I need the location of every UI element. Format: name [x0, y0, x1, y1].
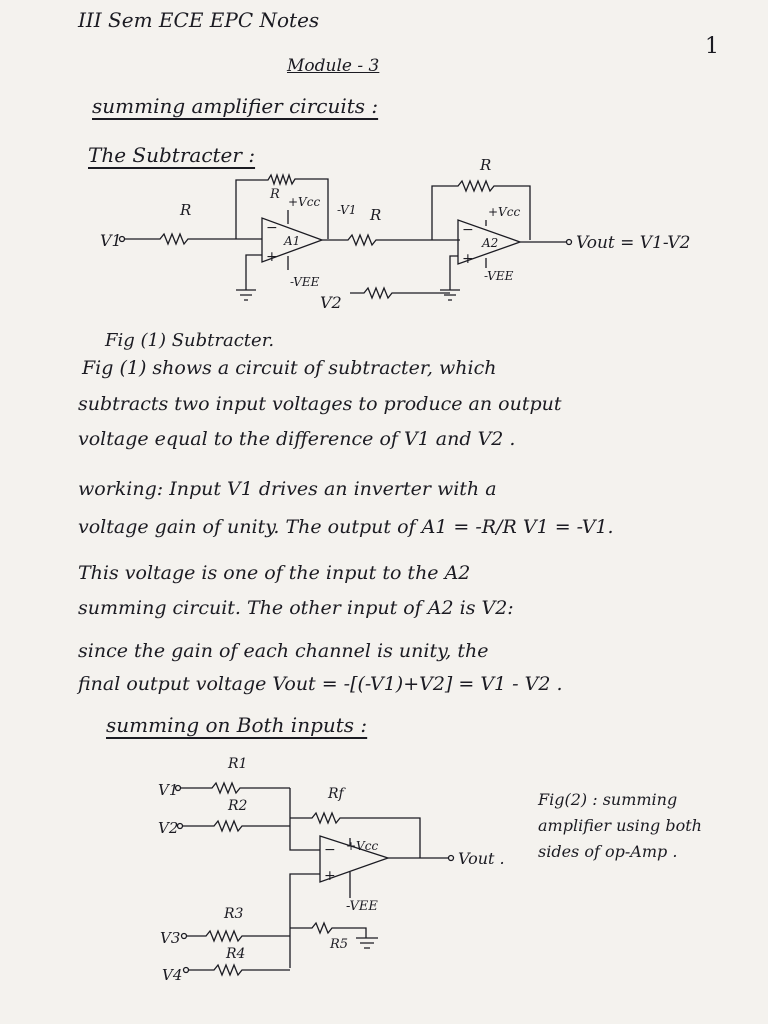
fig2-vout-label: Vout .	[458, 849, 505, 868]
svg-text:−: −	[266, 220, 278, 236]
svg-text:+: +	[266, 249, 278, 265]
fig2-v2-label: V2	[158, 819, 179, 837]
svg-text:+: +	[462, 251, 474, 267]
r-mid-label: R	[370, 206, 382, 224]
page-number: 1	[705, 34, 719, 59]
vcc2-label: +Vcc	[488, 205, 521, 219]
section-title: summing amplifier circuits :	[92, 94, 379, 118]
fig2-vcc-label: +Vcc	[346, 839, 379, 853]
both-inputs-heading: summing on Both inputs :	[106, 713, 368, 737]
fig2-v3-label: V3	[160, 929, 181, 947]
paragraph-line: subtracts two input voltages to produce an output	[78, 393, 562, 415]
v1-label: V1	[100, 231, 122, 250]
r1-label: R1	[228, 756, 248, 772]
r4-label: R4	[226, 946, 246, 962]
paragraph-line: final output voltage Vout = -[(-V1)+V2] = V1 - V2 .	[78, 673, 563, 695]
svg-text:−: −	[462, 222, 474, 238]
a2-label: A2	[482, 236, 499, 250]
fig2-v4-label: V4	[162, 966, 183, 984]
svg-text:+: +	[324, 868, 336, 884]
paragraph-line: since the gain of each channel is unity, the	[78, 640, 489, 662]
r3-label: R3	[224, 906, 244, 922]
subtracter-heading: The Subtracter :	[88, 143, 256, 167]
module-title: Module - 3	[287, 56, 380, 76]
paragraph-line: summing circuit. The other input of A2 is V2:	[78, 597, 514, 619]
minus-v1-label: -V1	[337, 203, 357, 217]
rf-label: Rf	[328, 786, 344, 802]
vee2-label: -VEE	[484, 269, 514, 283]
subtracter-vout-label: Vout = V1-V2	[576, 233, 691, 253]
figure-2-caption: Fig(2) : summing amplifier using both sides of op-Amp .	[538, 790, 702, 861]
r5-label: R5	[330, 937, 349, 952]
svg-text:−: −	[324, 842, 336, 858]
r-in-label: R	[180, 201, 192, 219]
v2-label: V2	[320, 293, 342, 312]
paragraph-line: Fig (1) shows a circuit of subtracter, which	[82, 357, 497, 379]
fig2-v1-label: V1	[158, 781, 179, 799]
r2-label: R2	[228, 798, 248, 814]
paragraph-line: voltage equal to the difference of V1 and V2 .	[78, 428, 516, 450]
vcc1-label: +Vcc	[288, 195, 321, 209]
paragraph-line: This voltage is one of the input to the A2	[78, 562, 471, 584]
paragraph-line: voltage gain of unity. The output of A1 = -R/R V1 = -V1.	[78, 516, 614, 538]
paragraph-line: working: Input V1 drives an inverter with a	[78, 478, 497, 500]
a1-label: A1	[284, 234, 301, 248]
figure-1-caption: Fig (1) Subtracter.	[105, 330, 275, 351]
r-fb-label: R	[270, 187, 280, 202]
notes-header: III Sem ECE EPC Notes	[78, 8, 320, 32]
vee1-label: -VEE	[290, 275, 320, 289]
fig2-vee-label: -VEE	[346, 899, 378, 914]
r-fb2-label: R	[480, 156, 492, 174]
